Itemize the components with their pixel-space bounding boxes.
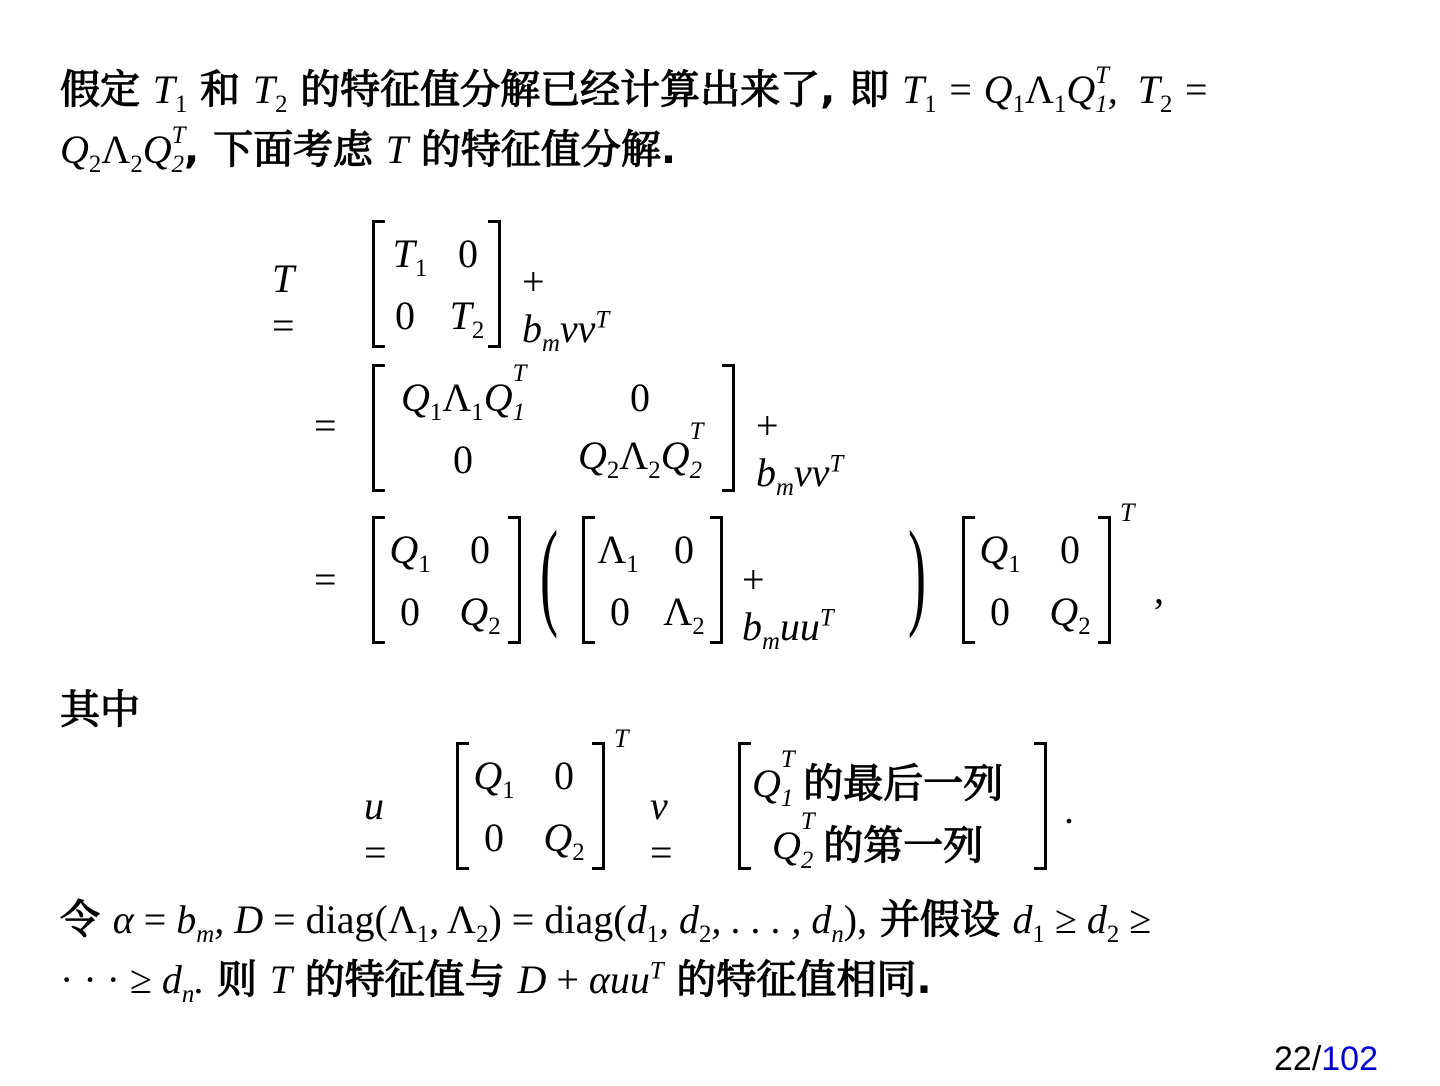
where-label [60, 680, 140, 740]
eq3-l11: $\Lambda_1$ [597, 527, 639, 578]
u-bracket-right [592, 742, 605, 870]
where-text: 其中 [60, 687, 140, 733]
page-current: 22 [1273, 1040, 1312, 1078]
u-m11: $Q_1$ [473, 753, 515, 804]
math-T2: $T_2$ [252, 67, 288, 118]
eq1-m21: 0 [395, 293, 415, 338]
text-then: 则 [217, 957, 258, 1003]
eq3-transpose: T [1120, 498, 1135, 527]
eq3-l21: 0 [610, 589, 630, 634]
math-D-plus: D + αuu$^T$ [517, 957, 664, 1002]
text-assume: 假定 [60, 67, 140, 113]
v-bracket-right [1034, 742, 1047, 870]
eq3-comma: , [1154, 567, 1164, 612]
u-m21: 0 [484, 815, 504, 860]
eq1-m22: $T_2$ [449, 293, 485, 344]
diag-text-2: diag [544, 897, 614, 942]
page-total-link[interactable]: 102 [1321, 1040, 1378, 1078]
eq2-m12: 0 [630, 375, 650, 420]
eq3-qt21: 0 [990, 589, 1010, 634]
paragraph-let [60, 890, 1151, 950]
eq3-rank1: + $b_muu^T$ [742, 557, 834, 655]
text-and: 和 [200, 67, 241, 113]
eq3-l12: 0 [674, 527, 694, 572]
page-separator: / [1311, 1040, 1322, 1078]
text-eig-same: 的特征值相同. [676, 957, 932, 1003]
eq3-QT-bracket-right [1098, 516, 1111, 644]
math-order: $d_1 \ge d_2$ ≥ [1012, 897, 1152, 948]
u-m22: $Q_2$ [543, 815, 585, 866]
eq1-lhs: T = [272, 256, 295, 348]
eq3-l22: $\Lambda_2$ [663, 589, 705, 640]
u-lhs: u = [364, 783, 387, 875]
eq1-m12: 0 [458, 231, 478, 276]
paragraph-intro-line2 [60, 120, 676, 186]
text-suppose: 并假设 [879, 897, 1000, 943]
eq1-m11: $T_1$ [392, 231, 428, 282]
eq2-m11: $Q_1\Lambda_1Q$ T $_1$ [400, 360, 527, 426]
text-eig-done: 的特征值分解已经计算出来了, 即 [300, 67, 890, 113]
eq1-bracket-left [372, 220, 385, 348]
eq3-Q-bracket-right [508, 516, 521, 644]
math-T2-decomp: $Q_2\Lambda_2Q$ T $_2$ [60, 122, 186, 178]
text-let: 令 [60, 897, 100, 943]
math-T1: $T_1$ [152, 67, 188, 118]
eq1-bracket-right [488, 220, 501, 348]
math-T1-decomp: $T_1 = Q_1\Lambda_1Q$ T $_1$, $T_2$ = [902, 62, 1210, 118]
eq2-m22: $Q_2\Lambda_2Q$ T $_2$ [577, 418, 704, 484]
eq3-paren-right: ) [908, 506, 926, 639]
v-lhs: v = [650, 783, 673, 875]
u-transpose: T [614, 724, 629, 753]
paragraph-let-line2 [60, 950, 932, 1010]
eq3-qt11: $Q_1$ [979, 527, 1021, 578]
text-eig-with: 的特征值与 [304, 957, 505, 1003]
eq3-qt22: $Q_2$ [1049, 589, 1091, 640]
math-order-end: · · · ≥ $d_n$. [60, 957, 205, 1008]
eq2-bracket-right [722, 364, 735, 492]
eq3-L-bracket-right [710, 516, 723, 644]
text-eig-decomp: 的特征值分解. [420, 127, 677, 173]
v-row1: Q T $_1$ 的最后一列 [752, 746, 1004, 812]
eq3-qt12: 0 [1060, 527, 1080, 572]
v-bracket-left [738, 742, 751, 870]
eq2-rank1: + $b_mvv^T$ [756, 403, 844, 501]
u-m12: 0 [554, 753, 574, 798]
eq3-q11: $Q_1$ [389, 527, 431, 578]
eq2-equals: = [314, 403, 337, 448]
eq3-q22: $Q_2$ [459, 589, 501, 640]
eq2-m21: 0 [453, 437, 473, 482]
paragraph-intro [60, 60, 1209, 126]
eq3-equals: = [314, 557, 337, 602]
math-T: T [385, 127, 409, 172]
math-alpha-def: $\alpha = b_m$, $D = diag(\Lambda_1$, $\Lambda_2$) = $diag(d_1$, $d_2$, . . . , $d_n$), [112, 897, 868, 948]
v-period: . [1064, 787, 1074, 832]
eq3-paren-left: ( [540, 506, 558, 639]
v-row2-text: 的第一列 [823, 823, 984, 869]
v-row2: Q T $_2$ 的第一列 [772, 808, 984, 874]
eq3-q21: 0 [400, 589, 420, 634]
eq3-q12: 0 [470, 527, 490, 572]
math-T-2: T [269, 957, 293, 1002]
page-number [1274, 1040, 1378, 1086]
v-row1-text: 的最后一列 [803, 761, 1004, 807]
diag-text-1: diag [305, 897, 375, 942]
text-consider: , 下面考虑 [184, 127, 374, 173]
eq1-rank1: + $b_mvv^T$ [522, 259, 610, 357]
